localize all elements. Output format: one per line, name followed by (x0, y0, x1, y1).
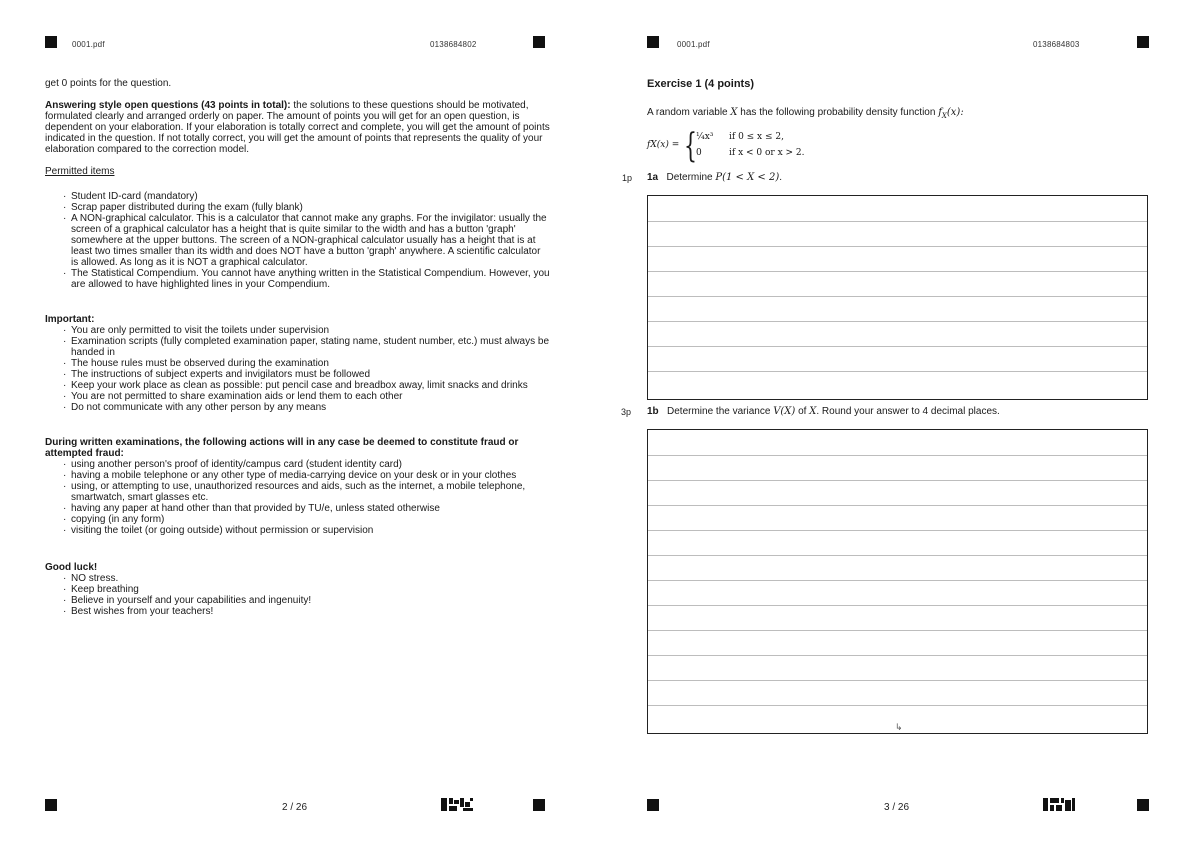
list-item: · copying (in any form) (63, 514, 550, 525)
registration-mark (1137, 799, 1149, 811)
question-label: 1a (647, 172, 659, 183)
list-item: · using another person's proof of identity/campus card (student identity card) (63, 459, 550, 470)
density-case-2: 0 (696, 148, 702, 158)
intro-text: has the following probability density function (737, 107, 939, 118)
exercise-title: Exercise 1 (4 points) (647, 78, 754, 90)
list-item: · The house rules must be observed during the examination (63, 358, 550, 369)
fraud-heading: During written examinations, the following actions will in any case be deemed to constitute fraud or attempted fraud: (45, 437, 519, 459)
intro-variable: X (730, 107, 738, 118)
question-math: V(X) (773, 406, 796, 417)
list-item: · The Statistical Compendium. You cannot have anything written in the Statistical Compendium. However, you are allowed to have highlighted lines in your Compendium. (63, 268, 550, 290)
list-item: · You are only permitted to visit the toilets under supervision (63, 325, 550, 336)
header-code: 0138684803 (1033, 40, 1080, 49)
brace-icon: { (684, 126, 697, 166)
header-filename: 0001.pdf (72, 40, 105, 49)
intro-function-argument: (x): (946, 107, 964, 118)
intro-function-subscript: X (941, 112, 947, 120)
density-condition-2: if x < 0 or x > 2. (729, 148, 805, 158)
intro-line: get 0 points for the question. (45, 78, 172, 89)
registration-mark (533, 36, 545, 48)
answering-style-text: the solutions to these questions should be motivated, formulated clearly and arranged orderly on paper. The amount of points you will get for an open question, is dependent on your elaboration. If your elaboration is totally correct and complete, you will get the amount of points indicated in the question. If not totally correct, you will get the amount of points that represents the quality of your elaboration compared to the correction model. (45, 100, 550, 155)
question-text: Determine (666, 172, 716, 183)
mouse-cursor-icon: ↳ (895, 722, 903, 732)
density-lhs: fX(x) = (647, 140, 680, 150)
question-math: P(1 < X < 2) (715, 172, 780, 183)
list-item: · having any paper at hand other than that provided by TU/e, unless stated otherwise (63, 503, 550, 514)
registration-mark (45, 36, 57, 48)
list-item: · Scrap paper distributed during the exam (fully blank) (63, 202, 550, 213)
header-code: 0138684802 (430, 40, 477, 49)
important-heading: Important: (45, 314, 95, 325)
list-item: · Best wishes from your teachers! (63, 606, 550, 617)
registration-mark (1137, 36, 1149, 48)
list-item: · having a mobile telephone or any other type of media-carrying device on your desk or in your clothes (63, 470, 550, 481)
important-list (45, 325, 550, 413)
instructions-text (45, 78, 550, 617)
list-item: · Student ID-card (mandatory) (63, 191, 550, 202)
page-number: 3 / 26 (884, 802, 910, 813)
registration-mark (647, 799, 659, 811)
list-item: · Do not communicate with any other person by any means (63, 402, 550, 413)
list-item: · NO stress. (63, 573, 550, 584)
intro-function: f (938, 107, 942, 118)
fraud-list (45, 459, 550, 536)
answering-style-paragraph (45, 100, 550, 155)
registration-mark (647, 36, 659, 48)
question-points: 1p (622, 173, 633, 183)
question-points: 3p (621, 407, 632, 417)
density-case-1: ¼x³ (696, 132, 714, 142)
question-text: of (795, 406, 810, 417)
good-luck-list (45, 573, 550, 617)
list-item: · The instructions of subject experts and invigilators must be followed (63, 369, 550, 380)
list-item: · Believe in yourself and your capabilities and ingenuity! (63, 595, 550, 606)
header-filename: 0001.pdf (677, 40, 710, 49)
intro-text: A random variable (647, 107, 731, 118)
question-label: 1b (647, 406, 659, 417)
barcode-icon (441, 798, 473, 811)
list-item: · Examination scripts (fully completed examination paper, stating name, student number, etc.) must always be handed in (63, 336, 550, 358)
permitted-list (45, 191, 550, 290)
question-text: . Round your answer to 4 decimal places. (816, 406, 1000, 417)
question-text: . (779, 172, 783, 183)
good-luck-heading: Good luck! (45, 562, 98, 573)
answer-box-1b[interactable] (647, 429, 1148, 734)
barcode-icon (1043, 798, 1075, 811)
registration-mark (533, 799, 545, 811)
list-item: · A NON-graphical calculator. This is a calculator that cannot make any graphs. For the invigilator: usually the screen of a graphical calculator has a height that is quite similar to the width and has a button 'graph' somewhere at the upper buttons. The screen of a NON-graphical calculator usually has a height that is at least two times smaller than its width and does NOT have a button 'graph' anywhere. A scientific calculator is allowed. As long as it is NOT a graphical calculator. (63, 213, 550, 268)
exercise-intro (647, 107, 964, 120)
list-item: · Keep breathing (63, 584, 550, 595)
answer-box-1a[interactable] (647, 195, 1148, 400)
permitted-heading: Permitted items (45, 166, 115, 177)
registration-mark (45, 799, 57, 811)
answering-style-label: Answering style open questions (43 points in total): (45, 100, 291, 111)
question-1a (647, 172, 782, 183)
page-number: 2 / 26 (282, 802, 308, 813)
list-item: · using, or attempting to use, unauthorized resources and aids, such as the internet, a mobile telephone, smartwatch, smart glasses etc. (63, 481, 550, 503)
question-text: Determine the variance (667, 406, 774, 417)
question-math: X (809, 406, 817, 417)
list-item: · visiting the toilet (or going outside) without permission or supervision (63, 525, 550, 536)
density-condition-1: if 0 ≤ x ≤ 2, (729, 132, 784, 142)
list-item: · You are not permitted to share examination aids or lend them to each other (63, 391, 550, 402)
question-1b (647, 406, 1000, 417)
list-item: · Keep your work place as clean as possible: put pencil case and breadbox away, limit snacks and drinks (63, 380, 550, 391)
